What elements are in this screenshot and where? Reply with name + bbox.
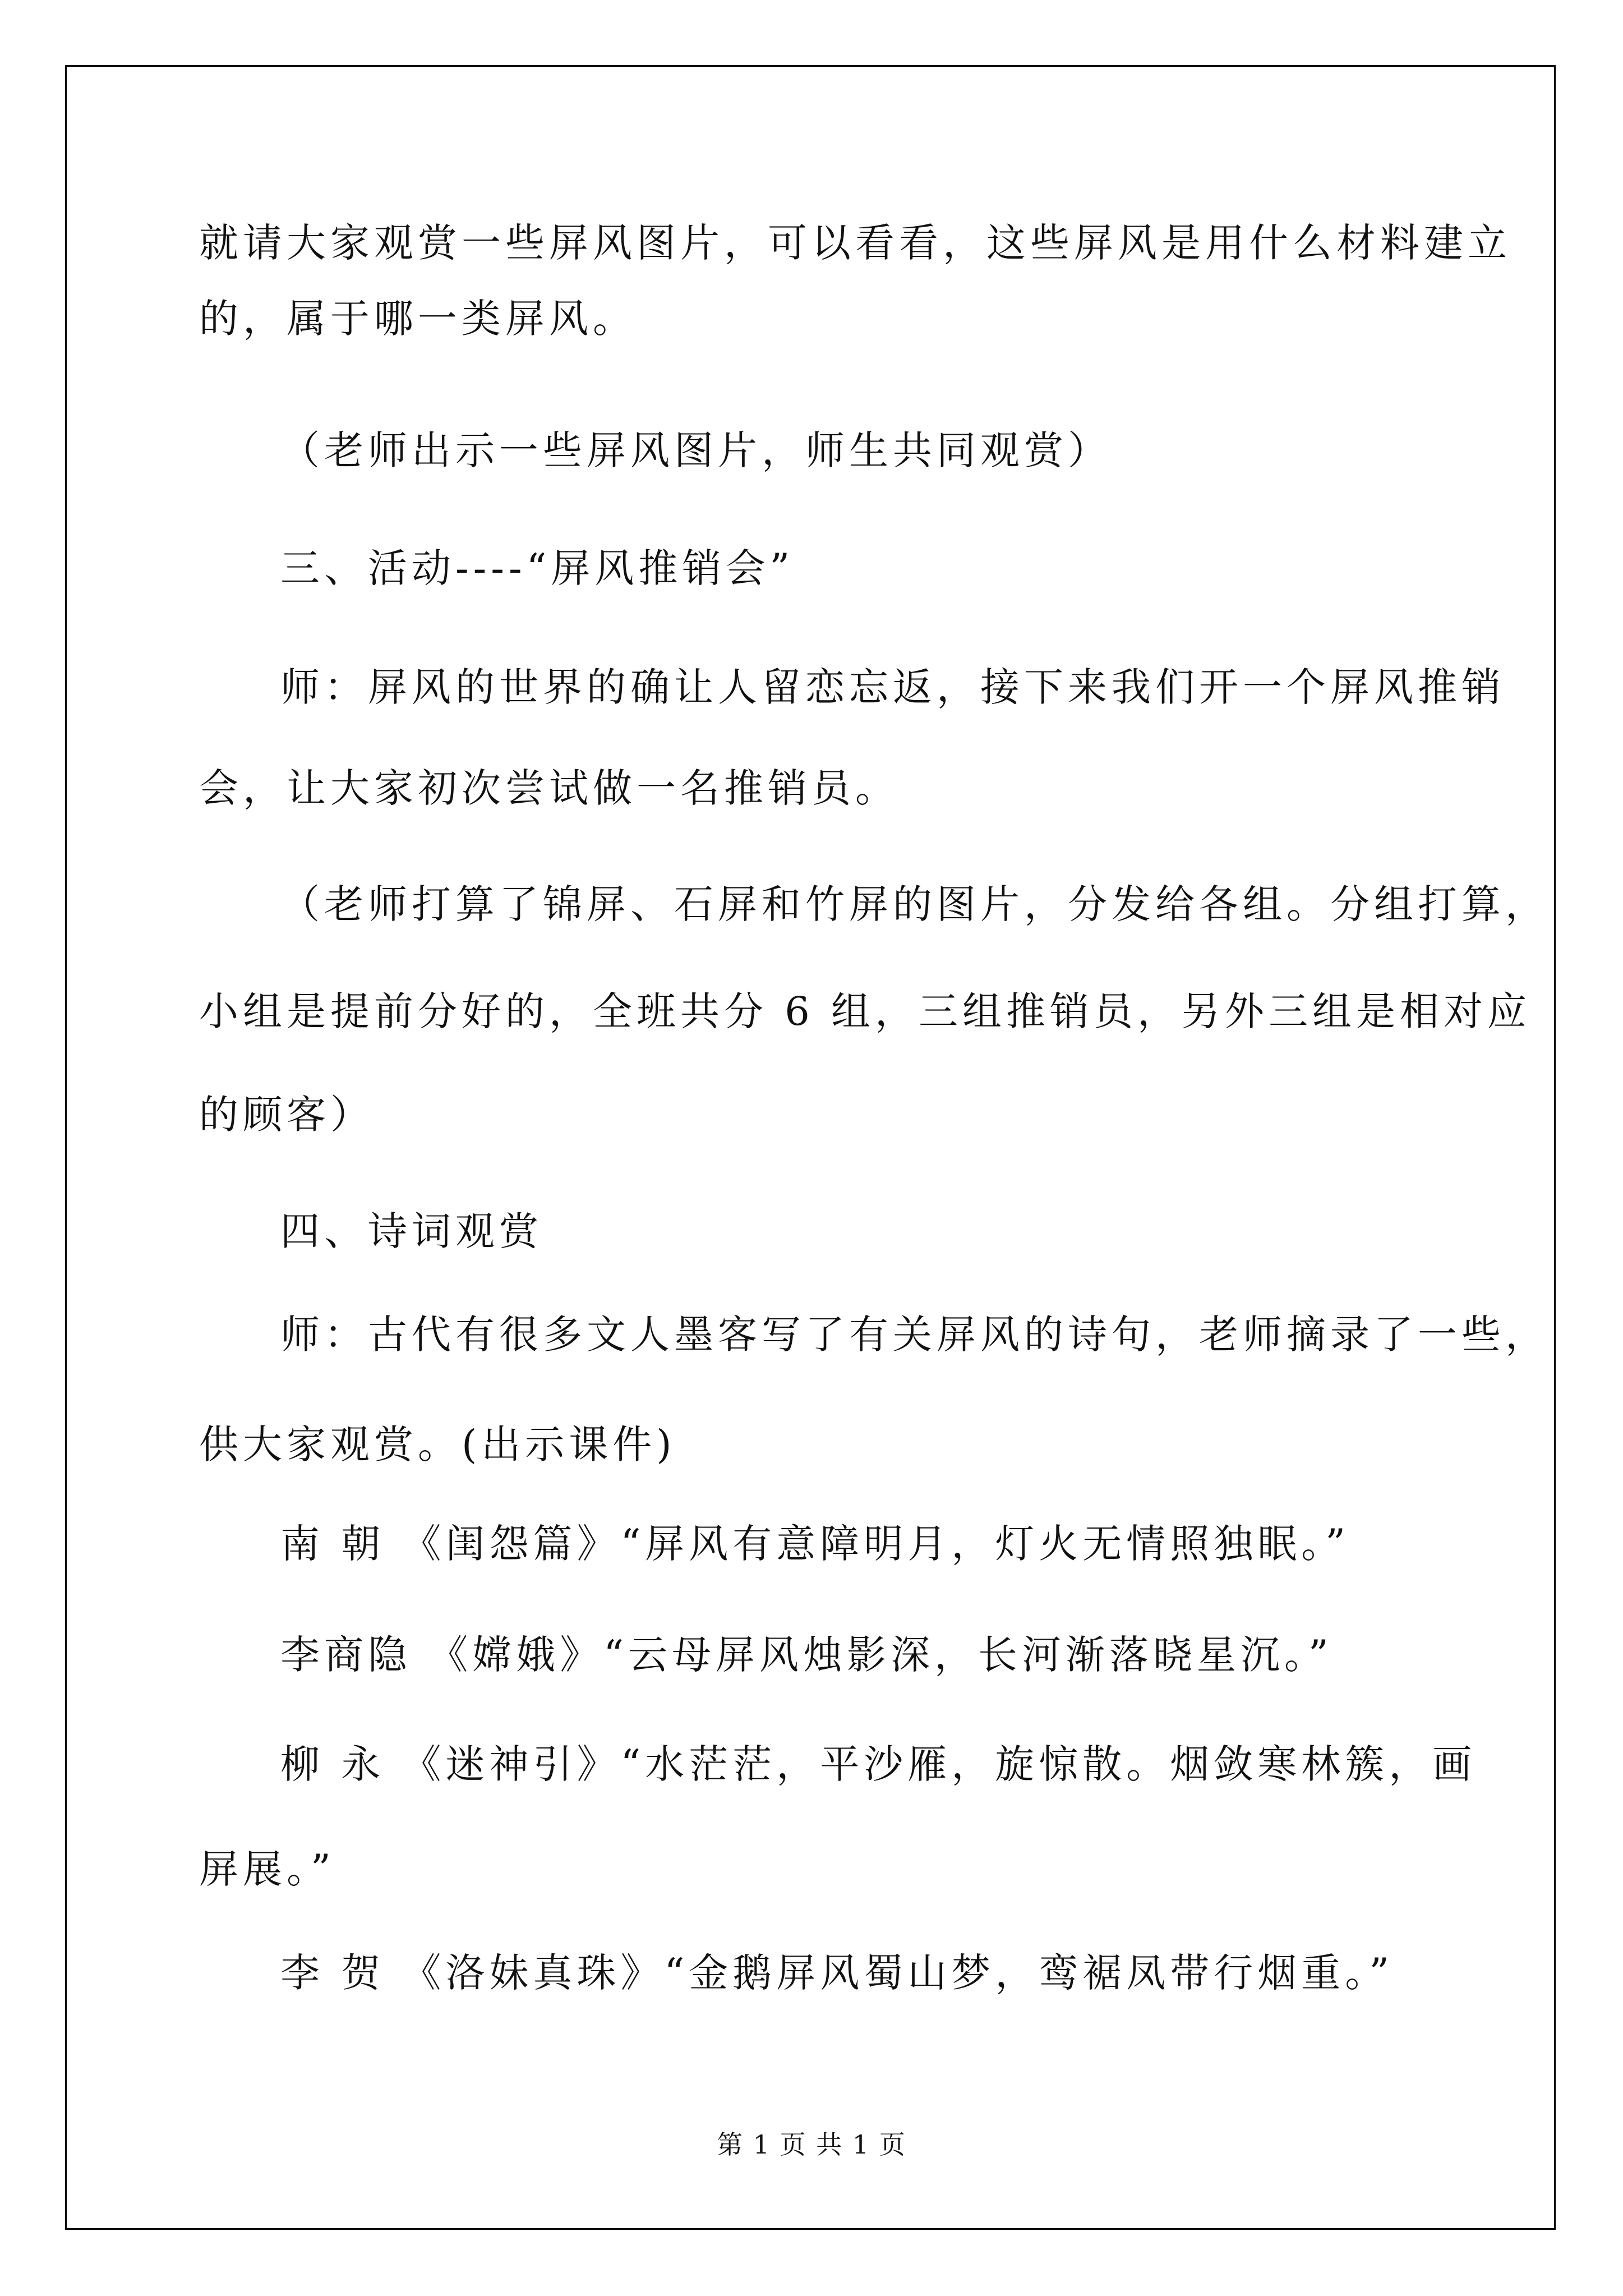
paragraph-line: 小组是提前分好的，全班共分 6 组，三组推销员，另外三组是相对应 [199,988,1532,1034]
poem-line: 屏展。” [199,1846,335,1892]
section-heading: 四、诗词观赏 [280,1208,543,1254]
paragraph-line: 师：屏风的世界的确让人留恋忘返，接下来我们开一个屏风推销 [280,664,1505,710]
poem-line: 柳 永 《迷神引》“水茫茫，平沙雁，旋惊散。烟敛寒林簇，画 [280,1741,1477,1787]
poem-line: 南 朝 《闺怨篇》“屏风有意障明月，灯火无情照独眠。” [280,1521,1350,1567]
section-heading: 三、活动----“屏风推销会” [280,545,795,591]
paragraph-line: 师：古代有很多文人墨客写了有关屏风的诗句，老师摘录了一些， [280,1312,1549,1358]
paragraph-line: （老师打算了锦屏、石屏和竹屏的图片，分发给各组。分组打算， [280,881,1549,927]
poem-line: 李 贺 《洛妹真珠》“金鹅屏风蜀山梦，鸾裾凤带行烟重。” [280,1950,1394,1996]
paragraph-line: （老师出示一些屏风图片，师生共同观赏） [280,427,1112,473]
page-number: 第 1 页 共 1 页 [717,2129,906,2160]
paragraph-line: 就请大家观赏一些屏风图片，可以看看，这些屏风是用什么材料建立 [199,220,1511,266]
paragraph-line: 供大家观赏。(出示课件) [199,1421,676,1467]
page-border [65,65,1556,2230]
paragraph-line: 的，属于哪一类屏风。 [199,296,637,342]
paragraph-line: 会，让大家初次尝试做一名推销员。 [199,765,899,811]
poem-line: 李商隐 《嫦娥》“云母屏风烛影深，长河渐落晓星沉。” [280,1632,1333,1678]
paragraph-line: 的顾客） [199,1092,374,1138]
